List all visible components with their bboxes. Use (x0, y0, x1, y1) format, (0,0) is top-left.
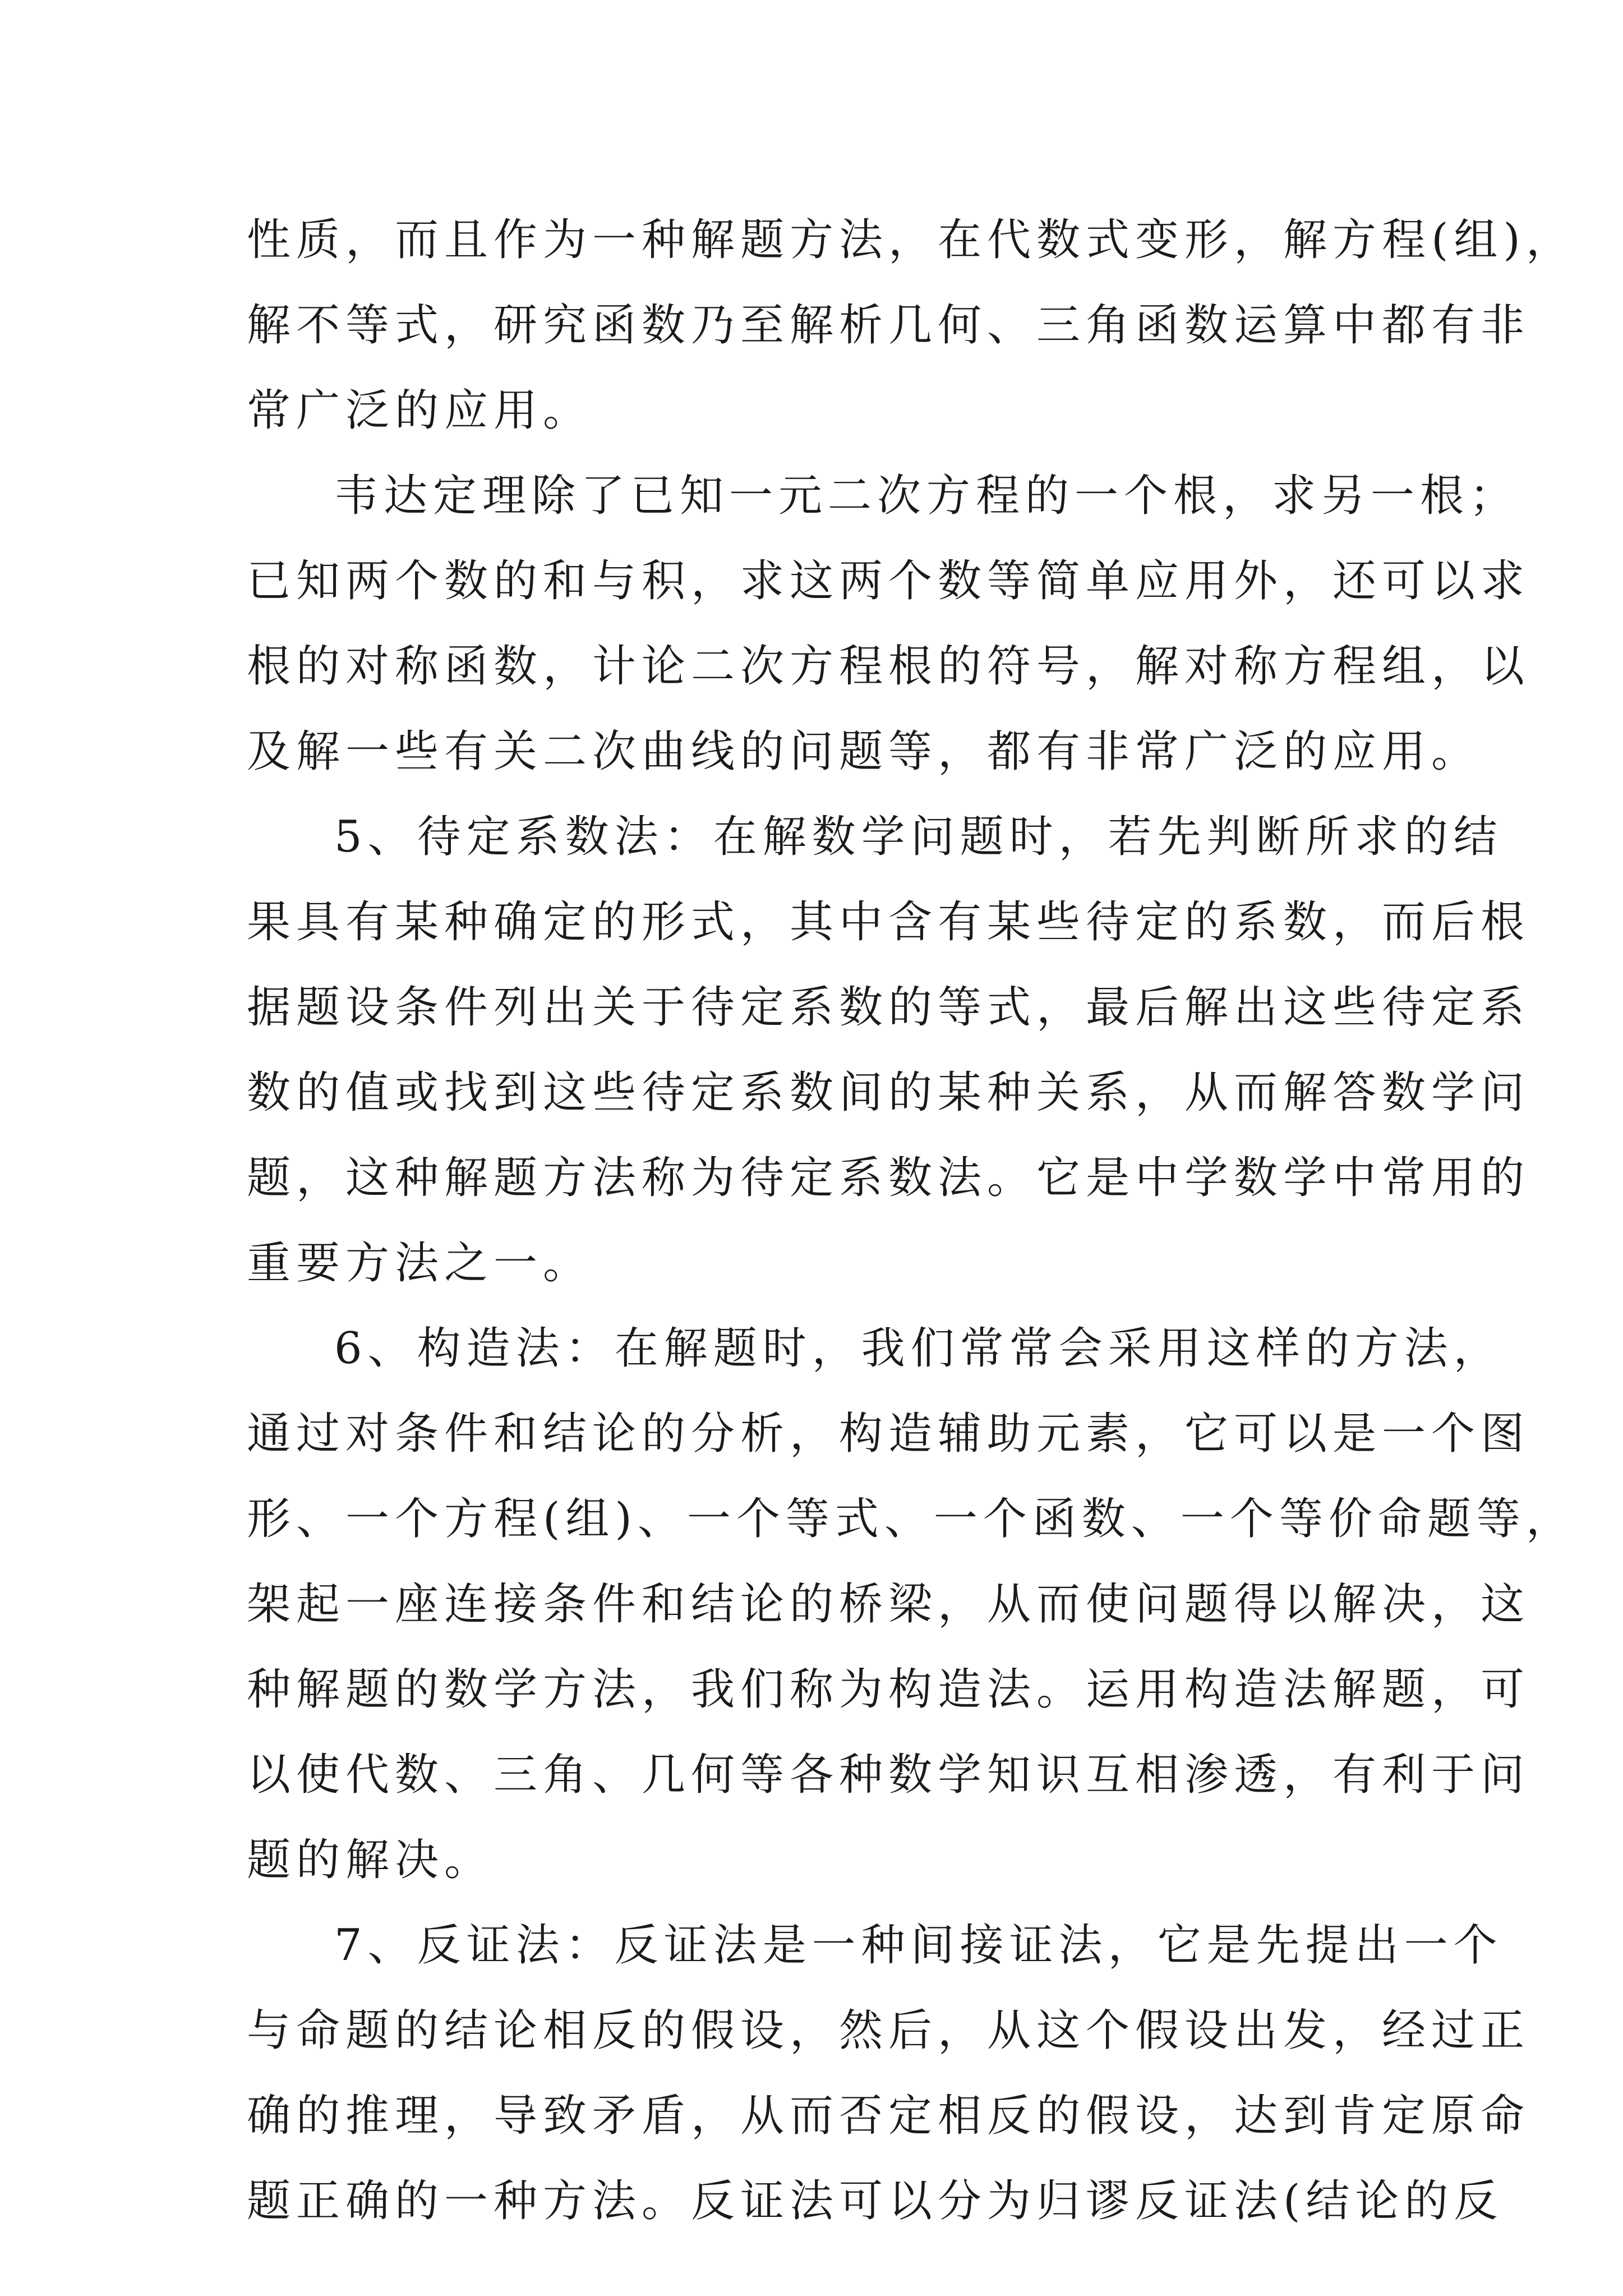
text-line: 据题设条件列出关于待定系数的等式，最后解出这些待定系 (247, 982, 1530, 1033)
text-line: 形、一个方程(组)、一个等式、一个函数、一个等价命题等， (247, 1494, 1575, 1544)
text-line: 题正确的一种方法。反证法可以分为归谬反证法(结论的反 (247, 2176, 1504, 2226)
paragraph-undetermined-coefficients (247, 794, 1530, 1306)
paragraph-construction-method (247, 1306, 1575, 1903)
text-line: 数的值或找到这些待定系数间的某种关系，从而解答数学问 (247, 1068, 1530, 1118)
text-line: 果具有某种确定的形式，其中含有某些待定的系数，而后根 (247, 897, 1530, 947)
text-line: 已知两个数的和与积，求这两个数等简单应用外，还可以求 (247, 556, 1530, 606)
text-line: 韦达定理除了已知一元二次方程的一个根，求另一根； (334, 471, 1519, 521)
text-line: 根的对称函数，计论二次方程根的符号，解对称方程组，以 (247, 641, 1530, 692)
text-line: 与命题的结论相反的假设，然后，从这个假设出发，经过正 (247, 2005, 1530, 2056)
text-line: 种解题的数学方法，我们称为构造法。运用构造法解题，可 (247, 1664, 1530, 1715)
paragraph-proof-by-contradiction (247, 1903, 1530, 2244)
text-line: 7、反证法：反证法是一种间接证法，它是先提出一个 (334, 1920, 1503, 1971)
text-line: 性质，而且作为一种解题方法，在代数式变形，解方程(组)， (247, 215, 1575, 265)
text-line: 解不等式，研究函数乃至解析几何、三角函数运算中都有非 (247, 300, 1530, 351)
text-line: 常广泛的应用。 (247, 385, 593, 436)
text-line: 重要方法之一。 (247, 1238, 593, 1289)
text-line: 架起一座连接条件和结论的桥梁，从而使问题得以解决，这 (247, 1579, 1530, 1630)
text-line: 6、构造法：在解题时，我们常常会采用这样的方法， (334, 1323, 1503, 1374)
text-line: 确的推理，导致矛盾，从而否定相反的假设，达到肯定原命 (247, 2091, 1530, 2141)
text-line: 及解一些有关二次曲线的问题等，都有非常广泛的应用。 (247, 726, 1481, 777)
text-line: 5、待定系数法：在解数学问题时，若先判断所求的结 (334, 812, 1503, 862)
text-line: 以使代数、三角、几何等各种数学知识互相渗透，有利于问 (247, 1750, 1530, 1800)
text-line: 通过对条件和结论的分析，构造辅助元素，它可以是一个图 (247, 1409, 1530, 1459)
text-line: 题，这种解题方法称为待定系数法。它是中学数学中常用的 (247, 1153, 1530, 1203)
paragraph-continuation (247, 197, 1575, 453)
text-line: 题的解决。 (247, 1835, 494, 1885)
body-text (247, 197, 1575, 2244)
paragraph-vieta-theorem (247, 453, 1530, 794)
